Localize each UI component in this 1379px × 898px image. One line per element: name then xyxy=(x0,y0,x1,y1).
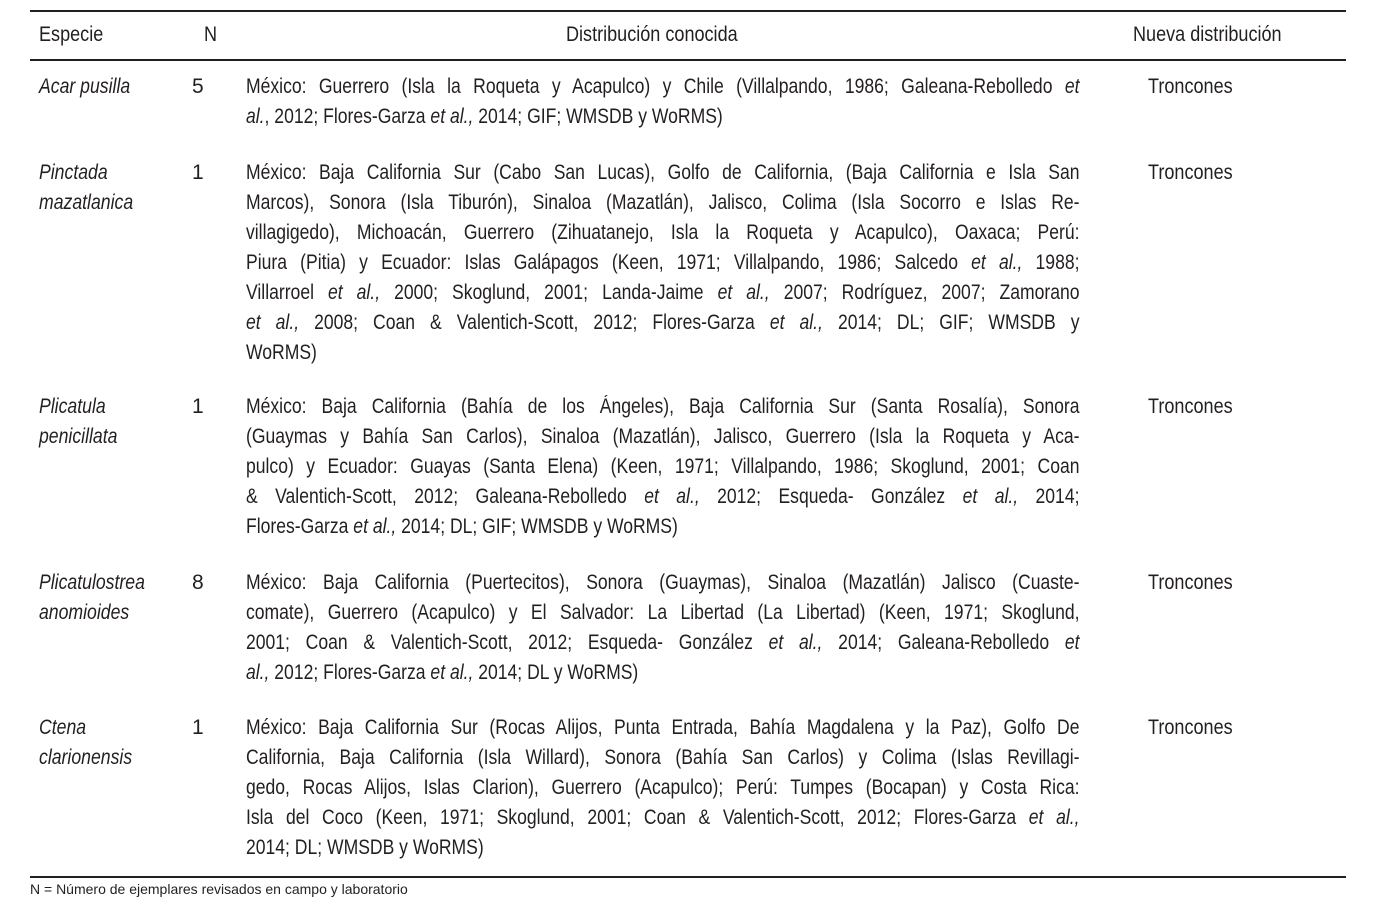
distribution-table xyxy=(30,0,1348,897)
citation-text: Flores-Garza xyxy=(246,515,354,538)
citation-text: 2014; DL; GIF; WMSDB y WoRMS) xyxy=(396,515,678,538)
citation-text: México: Baja California (Puertecitos), Sonora (Guaymas), Sinaloa (Mazatlán) Jalisco (Cuaste- xyxy=(246,571,1080,594)
citation-text: 2014; Galeana-Rebolledo xyxy=(822,631,1065,654)
citation-text: 2014; xyxy=(1018,485,1080,508)
specimen-count: 1 xyxy=(192,395,204,418)
distribution-line xyxy=(246,628,1079,658)
distribution-line xyxy=(246,188,1079,218)
header-rule xyxy=(30,59,1346,61)
distribution-line xyxy=(246,713,1079,743)
citation-text: 2000; Skoglund, 2001; Landa-Jaime xyxy=(380,281,718,304)
citation-text: México: Guerrero (Isla la Roqueta y Acapulco) y Chile (Villalpando, 1986; Galeana-Rebolledo xyxy=(246,75,1065,98)
distribution-line xyxy=(246,308,1079,338)
distribution-line xyxy=(246,392,1079,422)
distribution-line xyxy=(246,158,1079,188)
citation-text: 2012; Esqueda- González xyxy=(699,485,963,508)
header-n: N xyxy=(204,23,218,46)
et-al-text: et al., xyxy=(327,281,381,304)
known-distribution xyxy=(246,713,1079,863)
species-name-line: Plicatulostrea xyxy=(39,571,145,594)
distribution-line xyxy=(246,338,1079,368)
citation-text: México: Baja California Sur (Cabo San Lucas), Golfo de California, (Baja California e Isla San xyxy=(246,161,1080,184)
species-name xyxy=(39,568,145,628)
distribution-line xyxy=(246,248,1079,278)
citation-text: Villarroel xyxy=(246,281,328,304)
species-name-line: Ctena xyxy=(39,716,87,739)
distribution-line xyxy=(246,218,1079,248)
species-name-line: clarionensis xyxy=(39,746,133,769)
known-distribution xyxy=(246,158,1079,368)
distribution-line xyxy=(246,568,1079,598)
new-distribution: Troncones xyxy=(1148,161,1233,184)
et-al-text: et al., xyxy=(430,105,474,128)
species-name-line: Acar pusilla xyxy=(39,75,131,98)
species-name-line: Pinctada xyxy=(39,161,108,184)
known-distribution xyxy=(246,392,1079,542)
species-name xyxy=(39,72,130,102)
citation-text: 2014; DL; WMSDB y WoRMS) xyxy=(246,836,484,859)
species-name xyxy=(39,713,132,773)
distribution-line xyxy=(246,72,1079,102)
citation-text: México: Baja California Sur (Rocas Alijos, Punta Entrada, Bahía Magdalena y la Paz), Golfo De xyxy=(246,716,1080,739)
header-especie: Especie xyxy=(39,23,104,46)
citation-text: 2001; Coan & Valentich-Scott, 2012; Esqueda- González xyxy=(246,631,769,654)
species-name xyxy=(39,392,117,452)
distribution-line xyxy=(246,512,1079,542)
species-name-line: mazatlanica xyxy=(39,191,134,214)
citation-text: California, Baja California (Isla Willard), Sonora (Bahía San Carlos) y Colima (Islas Revillagi- xyxy=(246,746,1080,769)
distribution-line xyxy=(246,803,1079,833)
citation-text: pulco) y Ecuador: Guayas (Santa Elena) (Keen, 1971; Villalpando, 1986; Skoglund, 2001; Coan xyxy=(246,455,1080,478)
citation-text: gedo, Rocas Alijos, Islas Clarion), Guerrero (Acapulco); Perú: Tumpes (Bocapan) y Costa Rica: xyxy=(246,776,1080,799)
distribution-line xyxy=(246,773,1079,803)
distribution-line xyxy=(246,743,1079,773)
distribution-line xyxy=(246,278,1079,308)
distribution-line xyxy=(246,482,1079,512)
specimen-count: 5 xyxy=(192,75,204,98)
citation-text: 2014; GIF; WMSDB y WoRMS) xyxy=(473,105,723,128)
known-distribution xyxy=(246,72,1079,132)
new-distribution: Troncones xyxy=(1148,395,1233,418)
citation-text: México: Baja California (Bahía de los Ángeles), Baja California Sur (Santa Rosalía), Sonora xyxy=(246,395,1080,418)
citation-text: 2008; Coan & Valentich-Scott, 2012; Flores-Garza xyxy=(299,311,770,334)
table-bottom-rule xyxy=(30,876,1346,878)
citation-text: Isla del Coco (Keen, 1971; Skoglund, 2001; Coan & Valentich-Scott, 2012; Flores-Garza xyxy=(246,806,1029,829)
distribution-line xyxy=(246,658,1079,688)
et-al-text: et al., xyxy=(430,661,474,684)
new-distribution: Troncones xyxy=(1148,571,1233,594)
et-al-text: et xyxy=(1064,631,1080,654)
species-name-line: penicillata xyxy=(39,425,118,448)
citation-text: 2014; DL; GIF; WMSDB y xyxy=(822,311,1080,334)
et-al-text: et al., xyxy=(769,311,823,334)
et-al-text: et al., xyxy=(1028,806,1080,829)
citation-text: (Guaymas y Bahía San Carlos), Sinaloa (Mazatlán), Jalisco, Guerrero (Isla la Roqueta y Aca- xyxy=(246,425,1080,448)
known-distribution xyxy=(246,568,1079,688)
table-top-rule xyxy=(30,10,1346,12)
citation-text: villagigedo), Michoacán, Guerrero (Zihuatanejo, Isla la Roqueta y Acapulco), Oaxaca; Perú: xyxy=(246,221,1080,244)
distribution-line xyxy=(246,452,1079,482)
distribution-line xyxy=(246,598,1079,628)
citation-text: & Valentich-Scott, 2012; Galeana-Rebolledo xyxy=(246,485,645,508)
et-al-text: et al., xyxy=(644,485,700,508)
et-al-text: et al., xyxy=(768,631,823,654)
citation-text: comate), Guerrero (Acapulco) y El Salvador: La Libertad (La Libertad) (Keen, 1971; Skoglund, xyxy=(246,601,1080,624)
distribution-line xyxy=(246,833,1079,863)
citation-text: 2007; Rodríguez, 2007; Zamorano xyxy=(769,281,1080,304)
distribution-line xyxy=(246,422,1079,452)
et-al-text: al., xyxy=(246,661,270,684)
specimen-count: 1 xyxy=(192,716,204,739)
header-distribucion: Distribución conocida xyxy=(566,23,738,46)
species-name-line: anomioides xyxy=(39,601,130,624)
et-al-text: et al., xyxy=(353,515,397,538)
specimen-count: 8 xyxy=(192,571,204,594)
citation-text: , 2012; Flores-Garza xyxy=(264,105,431,128)
new-distribution: Troncones xyxy=(1148,75,1233,98)
et-al-text: et al., xyxy=(717,281,770,304)
citation-text: WoRMS) xyxy=(246,341,317,364)
citation-text: Piura (Pitia) y Ecuador: Islas Galápagos (Keen, 1971; Villalpando, 1986; Salcedo xyxy=(246,251,972,274)
et-al-text: et xyxy=(1064,75,1080,98)
distribution-line xyxy=(246,102,1079,132)
table-footnote: N = Número de ejemplares revisados en campo y laboratorio xyxy=(30,881,408,897)
et-al-text: et al., xyxy=(962,485,1019,508)
species-name xyxy=(39,158,133,218)
et-al-text: et al., xyxy=(246,311,300,334)
header-nueva-distribucion: Nueva distribución xyxy=(1133,23,1282,46)
et-al-text: et al., xyxy=(971,251,1023,274)
citation-text: Marcos), Sonora (Isla Tiburón), Sinaloa (Mazatlán), Jalisco, Colima (Isla Socorro e Islas Re- xyxy=(246,191,1080,214)
citation-text: 1988; xyxy=(1022,251,1080,274)
specimen-count: 1 xyxy=(192,161,204,184)
et-al-text: al. xyxy=(246,105,265,128)
new-distribution: Troncones xyxy=(1148,716,1233,739)
species-name-line: Plicatula xyxy=(39,395,106,418)
citation-text: 2014; DL y WoRMS) xyxy=(473,661,639,684)
citation-text: 2012; Flores-Garza xyxy=(269,661,431,684)
